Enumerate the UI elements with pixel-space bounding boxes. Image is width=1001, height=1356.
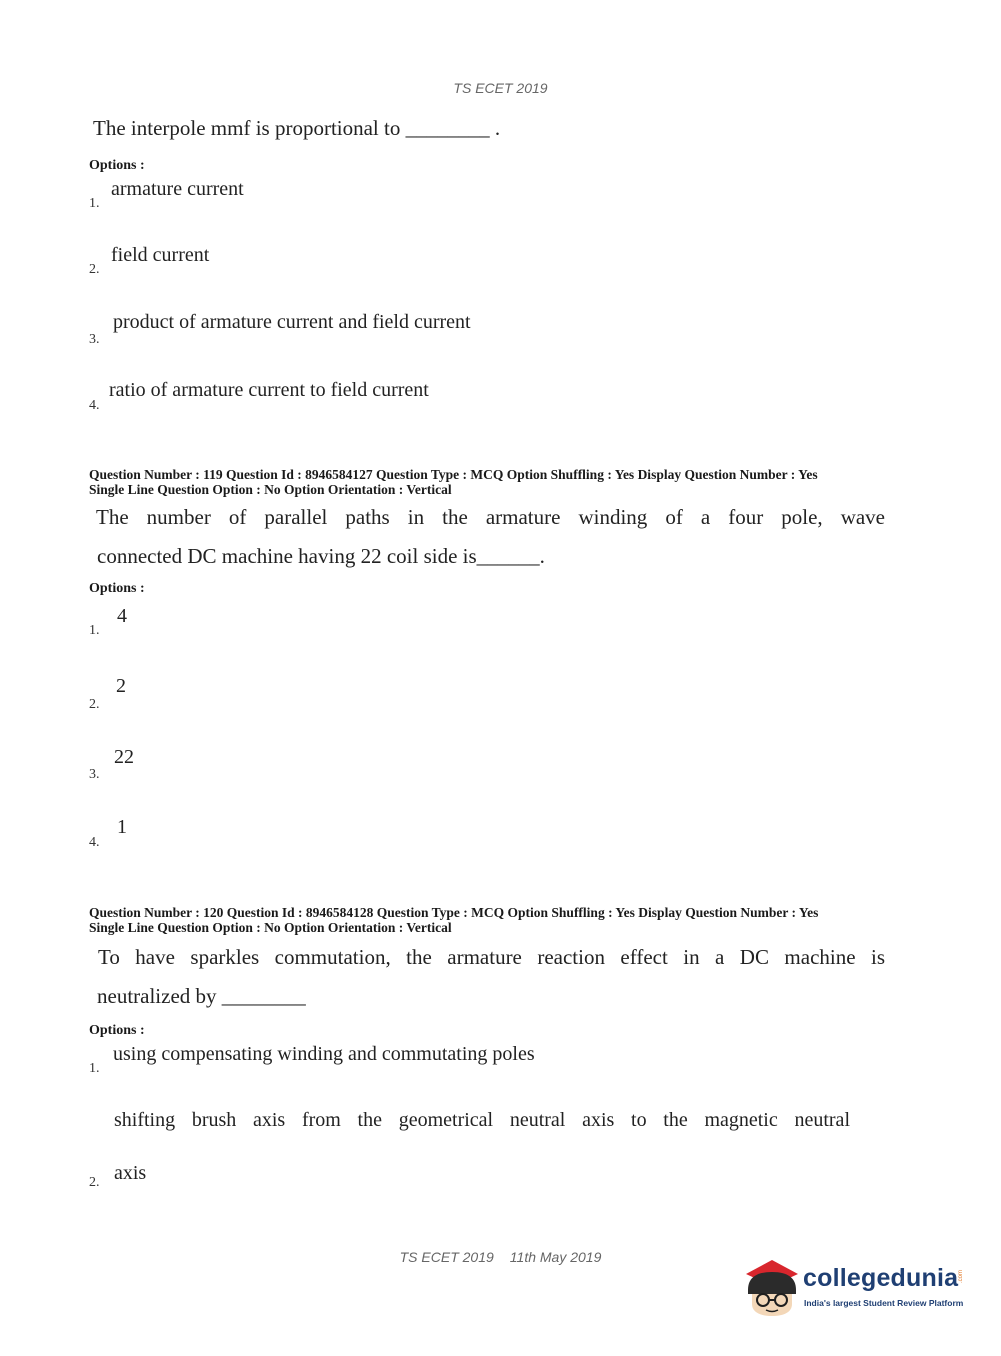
option-text-line1: shifting brush axis from the geometrical neutral axis to the magnetic neutral	[114, 1109, 850, 1131]
option-number: 3.	[89, 767, 100, 782]
question-text-end: .	[489, 116, 501, 140]
option-text: 1	[117, 816, 127, 838]
brand-suffix: .com	[958, 1270, 964, 1284]
option-text: field current	[111, 244, 210, 266]
answer-blank: ________	[405, 116, 490, 140]
brand-name: collegedunia	[803, 1264, 959, 1292]
option-text: using compensating winding and commutating poles	[113, 1043, 535, 1065]
footer-date: 11th May 2019	[509, 1249, 602, 1265]
options-label: Options :	[89, 581, 145, 596]
page-footer	[0, 1249, 1001, 1265]
option-number: 1.	[89, 623, 100, 638]
option-number: 4.	[89, 835, 100, 850]
question-119-text-line2	[97, 544, 545, 569]
option-number: 2.	[89, 1175, 100, 1190]
metadata-line: Question Number : 120 Question Id : 8946584128 Question Type : MCQ Option Shuffling : Yes Display Question Number : Yes	[89, 905, 819, 920]
option-text: armature current	[111, 178, 244, 200]
question-119-metadata	[89, 467, 818, 497]
metadata-line: Single Line Question Option : No Option Orientation : Vertical	[89, 920, 452, 935]
option-number: 2.	[89, 697, 100, 712]
option-number: 1.	[89, 1061, 100, 1076]
question-text: connected DC machine having 22 coil side is	[97, 544, 477, 568]
question-120-text-line2	[97, 984, 306, 1009]
option-text: 4	[117, 605, 127, 627]
options-label: Options :	[89, 1023, 145, 1038]
question-text: The interpole mmf is proportional to	[93, 116, 406, 140]
option-number: 1.	[89, 196, 100, 211]
answer-blank: ________	[221, 984, 306, 1008]
metadata-line: Question Number : 119 Question Id : 8946584127 Question Type : MCQ Option Shuffling : Yes Display Question Number : Yes	[89, 467, 818, 482]
question-118-text	[93, 116, 500, 141]
brand-mascot-icon	[742, 1250, 802, 1320]
option-text: 2	[116, 675, 126, 697]
question-120-text-line1: To have sparkles commutation, the armature reaction effect in a DC machine is	[98, 945, 885, 969]
option-number: 3.	[89, 332, 100, 347]
footer-exam: TS ECET 2019	[399, 1249, 494, 1265]
option-number: 2.	[89, 262, 100, 277]
options-label: Options :	[89, 158, 145, 173]
option-text: 22	[114, 746, 134, 768]
brand-tagline: India's largest Student Review Platform	[804, 1298, 964, 1308]
question-text: neutralized by	[97, 984, 222, 1008]
answer-blank: ______	[476, 544, 540, 568]
option-text-line2: axis	[114, 1162, 147, 1184]
question-120-metadata	[89, 905, 818, 935]
question-text-end: .	[539, 544, 545, 568]
option-text: product of armature current and field current	[113, 311, 471, 333]
option-text: ratio of armature current to field current	[109, 379, 429, 401]
page-header: TS ECET 2019	[453, 80, 548, 96]
question-119-text-line1: The number of parallel paths in the armature winding of a four pole, wave	[96, 505, 885, 529]
metadata-line: Single Line Question Option : No Option Orientation : Vertical	[89, 482, 452, 497]
option-number: 4.	[89, 398, 100, 413]
